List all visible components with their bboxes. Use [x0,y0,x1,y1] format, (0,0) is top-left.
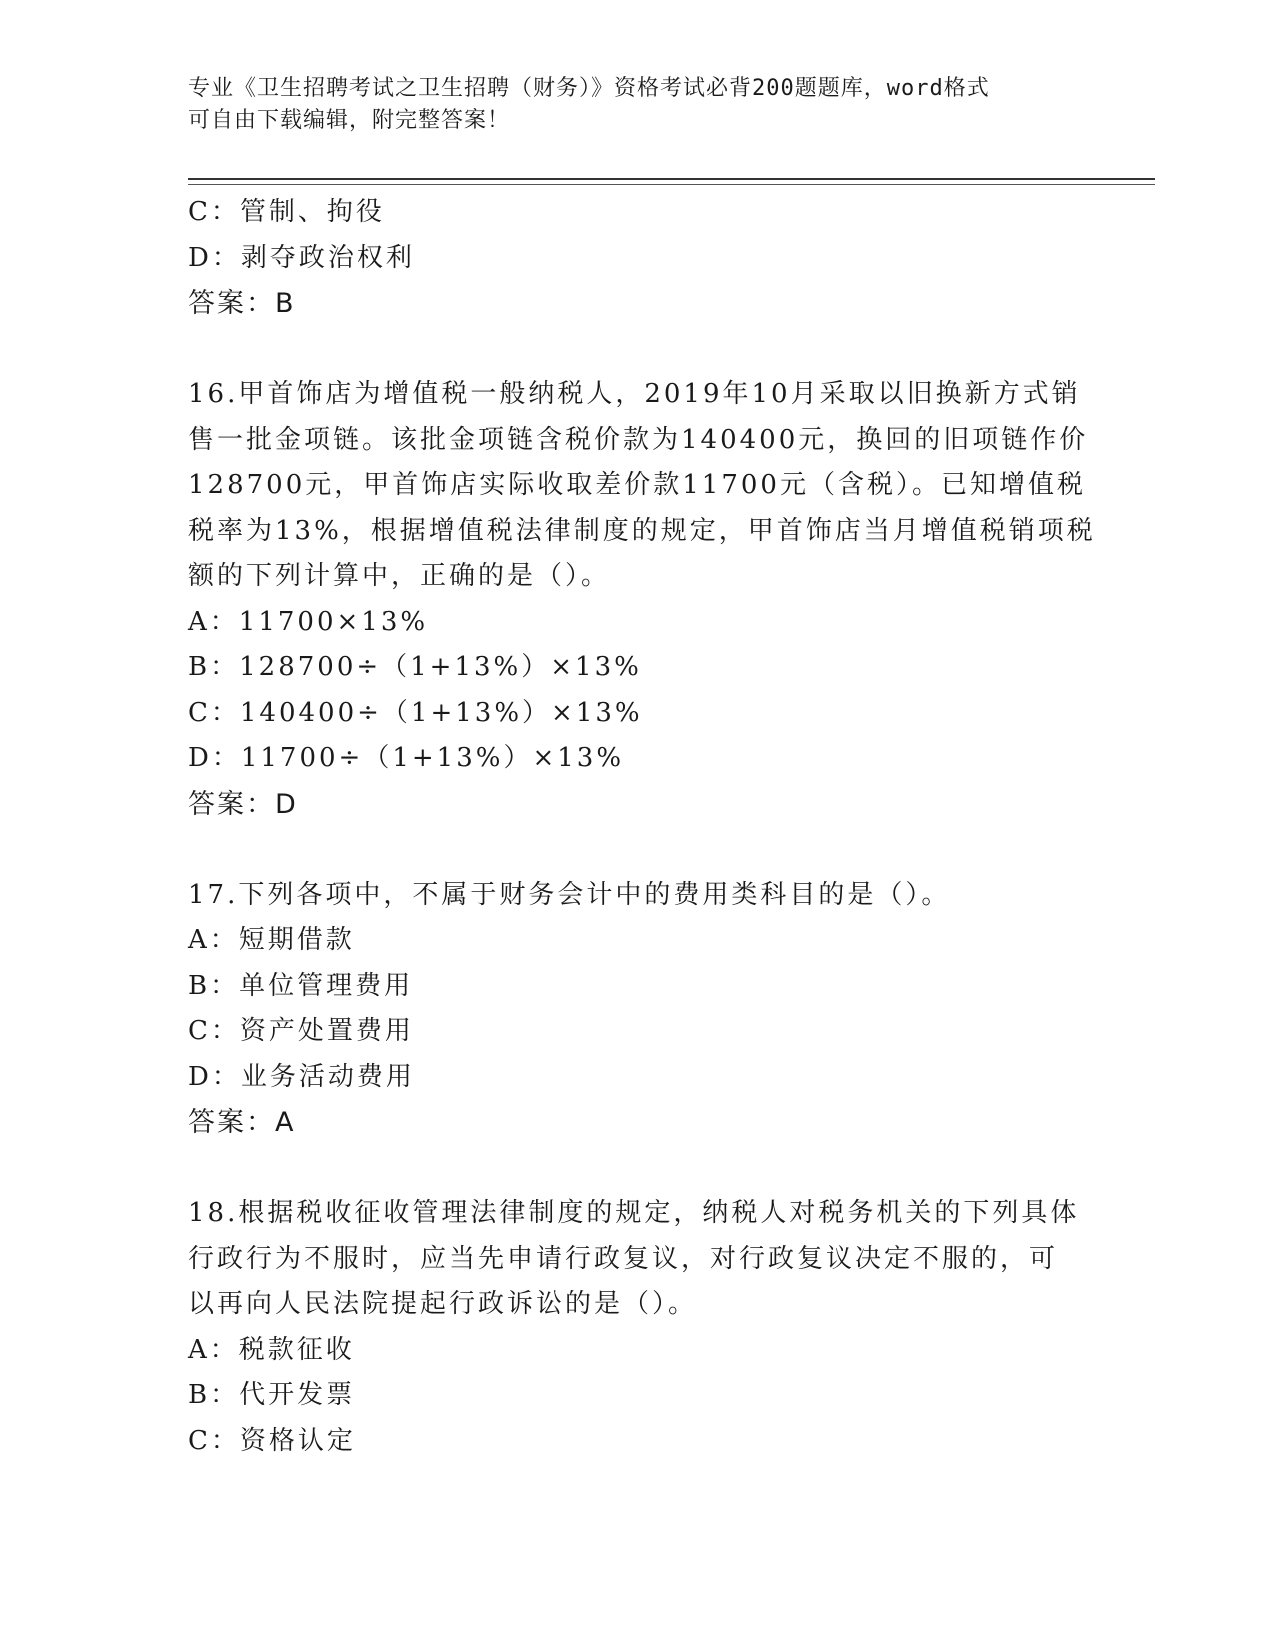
answer-line: 答案：A [188,1107,296,1138]
question-stem-line: 行政行为不服时，应当先申请行政复议，对行政复议决定不服的，可 [188,1243,1059,1274]
question-18 [188,1191,1088,1464]
question-stem-line: 额的下列计算中，正确的是（）。 [188,561,611,591]
question-list [188,190,1096,1464]
option-a: A：11700×13% [188,606,429,637]
option-d: D：11700÷（1+13%）×13% [188,743,625,773]
answer-line: 答案：D [188,788,298,820]
question-16 [188,372,1096,827]
question-stem-line: 18.根据税收征收管理法律制度的规定，纳税人对税务机关的下列具体 [188,1198,1080,1228]
option-c: C：资产处置费用 [188,1016,414,1046]
question-stem-line: 税率为13%，根据增值税法律制度的规定，甲首饰店当月增值税销项税 [188,515,1096,546]
option-c: C：资格认定 [188,1425,356,1456]
option-b: B：128700÷（1+13%）×13% [188,652,642,682]
question-spacer [188,827,1088,873]
option-a: A：短期借款 [188,925,355,955]
question-spacer [188,1146,1088,1192]
option-b: B：代开发票 [188,1380,356,1410]
option-a: A：税款征收 [188,1334,355,1365]
question-stem-line: 售一批金项链。该批金项链含税价款为140400元，换回的旧项链作价 [188,424,1089,455]
header-divider-thick [188,178,1155,180]
question-17 [188,873,1088,1146]
question-stem-line: 16.甲首饰店为增值税一般纳税人，2019年10月采取以旧换新方式销 [188,379,1081,409]
header-title-line-1: 专业《卫生招聘考试之卫生招聘（财务）》资格考试必背200题题库，word格式 [188,76,990,101]
answer-line: 答案：B [188,288,296,319]
prev-question-tail [188,190,1088,327]
option-b: B：单位管理费用 [188,970,414,1001]
question-stem-line: 以再向人民法院提起行政诉讼的是（）。 [188,1289,698,1319]
question-stem-line: 128700元，甲首饰店实际收取差价款11700元（含税）。已知增值税 [188,470,1086,500]
header-divider-thin [188,184,1155,185]
option-d: D：业务活动费用 [188,1061,415,1092]
option-d: D：剥夺政治权利 [188,242,415,273]
option-c: C：管制、拘役 [188,197,385,227]
question-spacer [188,327,1088,373]
question-stem-line: 17.下列各项中，不属于财务会计中的费用类科目的是（）。 [188,879,951,910]
page-header [188,73,1088,137]
option-c: C：140400÷（1+13%）×13% [188,697,643,728]
header-title-line-2: 可自由下载编辑，附完整答案！ [188,108,511,133]
